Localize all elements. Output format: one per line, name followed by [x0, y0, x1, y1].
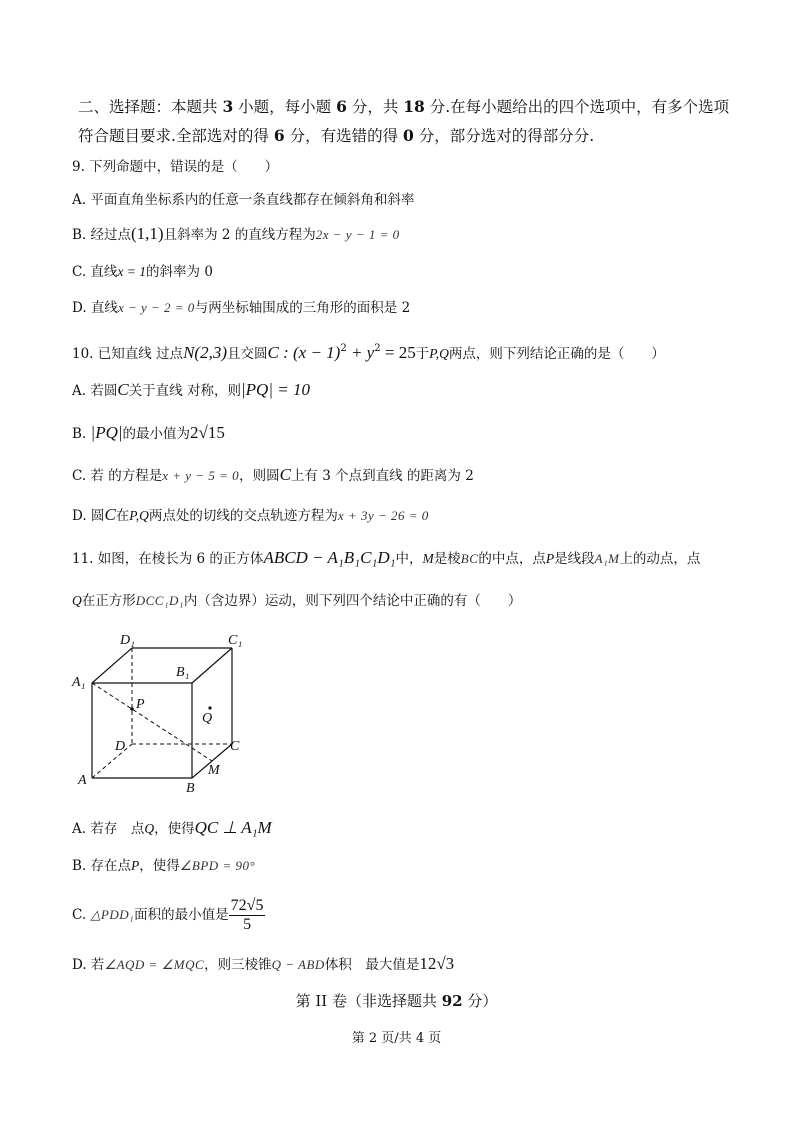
fraction-72sqrt5-over-5: $\frac{72√5}{5}$	[230, 897, 264, 933]
label-D1: D₁	[120, 633, 135, 648]
q10-option-c: C. 若 的方程是x + y − 5 = 0，则圆C上有 3 个点到直线 的距离为 2	[72, 465, 474, 484]
q10-stem: 10. 已知直线 过点N(2,3)且交圆C : $(x - 1)^2 + y^2 = 25$于P,Q两点，则下列结论正确的是（ ）	[72, 343, 665, 362]
section-intro-line1: 二、选择题：本题共 3 小题，每小题 6 分，共 18 分.在每小题给出的四个选项中，有多个选项	[78, 97, 730, 116]
label-A1: A₁	[72, 675, 86, 690]
q9-stem: 9. 下列命题中，错误的是（ ）	[72, 159, 279, 175]
q10-option-b: B. |PQ|的最小值为2√15	[72, 423, 225, 442]
q11-option-c: C. △PDD₁面积的最小值是 $\frac{72√5}{5}$	[72, 897, 264, 933]
q10-option-d: D. 圆C在P,Q两点处的切线的交点轨迹方程为x + 3y − 26 = 0	[72, 505, 429, 524]
label-B1: B₁	[176, 665, 190, 680]
label-C1: C₁	[228, 633, 243, 648]
q11-option-d: D. 若∠AQD = ∠MQC，则三棱锥Q − ABD体积 最大值是12√3	[72, 954, 455, 973]
q11-option-b: B. 存在点P，使得∠BPD = 90°	[72, 858, 256, 874]
q9-option-d: D. 直线x − y − 2 = 0与两坐标轴围成的三角形的面积是 2	[72, 300, 411, 316]
cube-figure	[70, 628, 260, 798]
label-Q: Q	[202, 711, 213, 726]
q11-option-a: A. 若存 点Q，使得QC ⊥ A₁M	[72, 818, 272, 837]
page-number: 第 2 页/共 4 页	[351, 1031, 442, 1046]
label-A: A	[78, 773, 87, 788]
q11-stem-line2: Q在正方形DCC₁D₁内（含边界）运动，则下列四个结论中正确的有（ ）	[72, 593, 522, 609]
q9-option-c: C. 直线x = 1的斜率为 0	[72, 264, 213, 280]
label-D: D	[115, 739, 126, 754]
q9-option-a: A. 平面直角坐标系内的任意一条直线都存在倾斜角和斜率	[72, 192, 415, 208]
section-intro-line2: 符合题目要求.全部选对的得 6 分，有选错的得 0 分，部分选对的得部分分.	[78, 126, 595, 145]
part-two-heading: 第 II 卷（非选择题共 92 分）	[295, 992, 498, 1010]
q10-option-a: A. 若圆C关于直线 对称，则|PQ| = 10	[72, 380, 310, 399]
q9-option-b: B. 经过点(1,1)且斜率为 2 的直线方程为2x − y − 1 = 0	[72, 224, 400, 243]
label-M: M	[208, 763, 220, 778]
label-C: C	[230, 739, 240, 754]
label-B: B	[186, 781, 195, 796]
label-P: P	[136, 697, 145, 712]
q11-stem-line1: 11. 如图，在棱长为 6 的正方体ABCD − A₁B₁C₁D₁中，M是棱BC的中点，点P是线段A₁M上的动点，点	[72, 548, 701, 567]
